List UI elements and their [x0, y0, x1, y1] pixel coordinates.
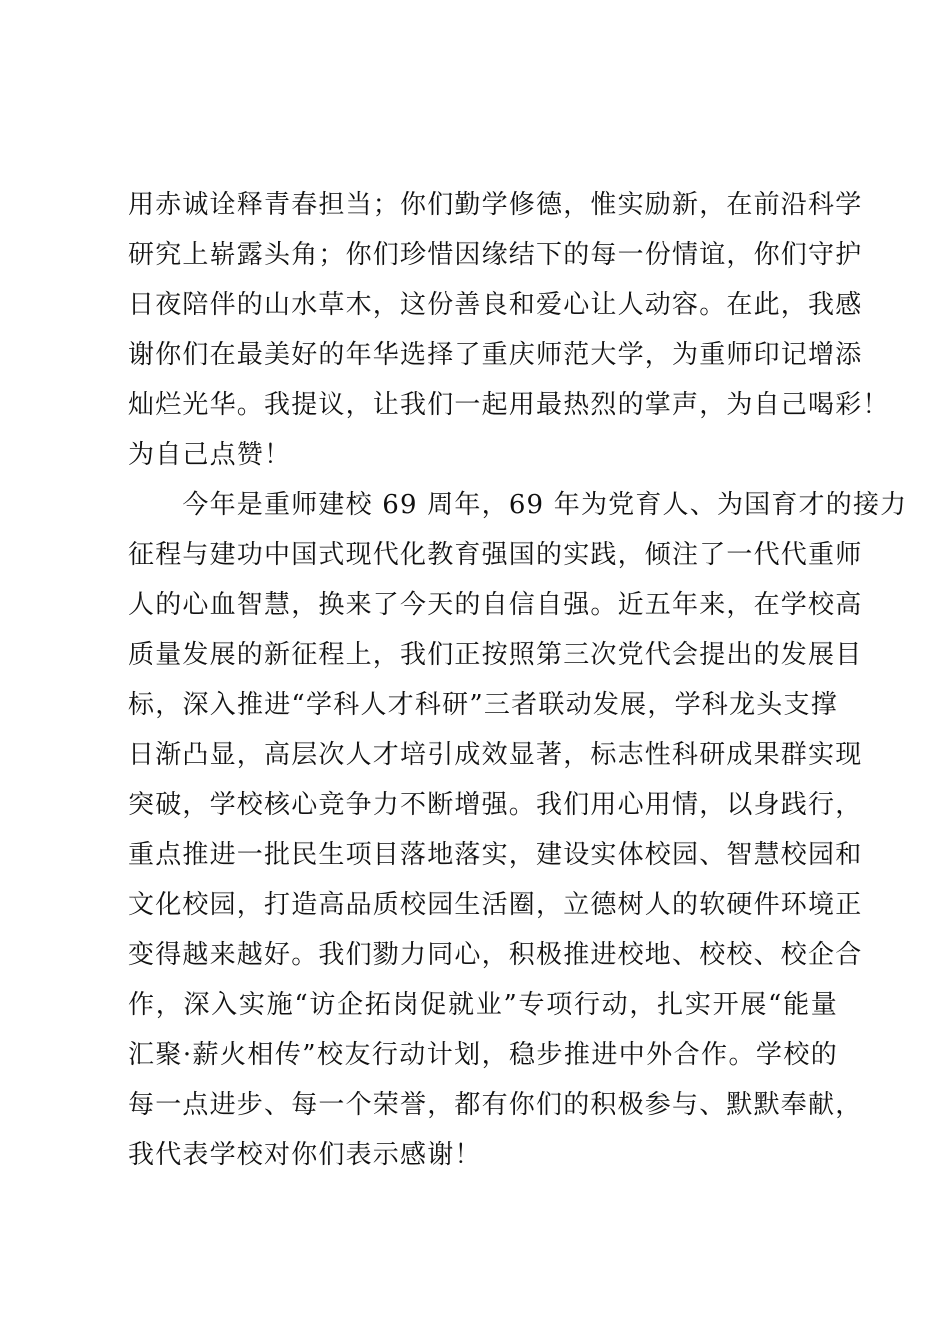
text-line: 人的心血智慧，换来了今天的自信自强。近五年来，在学校高: [128, 590, 863, 620]
paragraph: [128, 480, 908, 1180]
text-line: 研究上崭露头角；你们珍惜因缘结下的每一份情谊，你们守护: [128, 240, 863, 270]
text-line: 作，深入实施“访企拓岗促就业”专项行动，扎实开展“能量: [128, 990, 838, 1020]
text-line: 突破，学校核心竞争力不断增强。我们用心用情，以身践行，: [128, 790, 863, 820]
text-line: 每一点进步、每一个荣誉，都有你们的积极参与、默默奉献，: [128, 1090, 863, 1120]
text-line: 日夜陪伴的山水草木，这份善良和爱心让人动容。在此，我感: [128, 290, 863, 320]
text-line: 为自己点赞！: [128, 440, 292, 470]
text-line: 汇聚·薪火相传”校友行动计划，稳步推进中外合作。学校的: [128, 1040, 838, 1070]
text-line: 质量发展的新征程上，我们正按照第三次党代会提出的发展目: [128, 640, 863, 670]
text-line: 今年是重师建校 69 周年，69 年为党育人、为国育才的接力: [128, 490, 908, 520]
text-line: 谢你们在最美好的年华选择了重庆师范大学，为重师印记增添: [128, 340, 863, 370]
text-line: 变得越来越好。我们勠力同心，积极推进校地、校校、校企合: [128, 940, 863, 970]
text-line: 重点推进一批民生项目落地落实，建设实体校园、智慧校园和: [128, 840, 863, 870]
text-line: 标，深入推进“学科人才科研”三者联动发展，学科龙头支撑: [128, 690, 838, 720]
text-line: 用赤诚诠释青春担当；你们勤学修德，惟实励新，在前沿科学: [128, 190, 863, 220]
paragraph: [128, 180, 890, 480]
text-line: 灿烂光华。我提议，让我们一起用最热烈的掌声，为自己喝彩！: [128, 390, 890, 420]
body-text: [128, 180, 908, 1180]
text-line: 我代表学校对你们表示感谢！: [128, 1140, 482, 1170]
text-line: 文化校园，打造高品质校园生活圈，立德树人的软硬件环境正: [128, 890, 863, 920]
text-line: 征程与建功中国式现代化教育强国的实践，倾注了一代代重师: [128, 540, 863, 570]
text-line: 日渐凸显，高层次人才培引成效显著，标志性科研成果群实现: [128, 740, 863, 770]
